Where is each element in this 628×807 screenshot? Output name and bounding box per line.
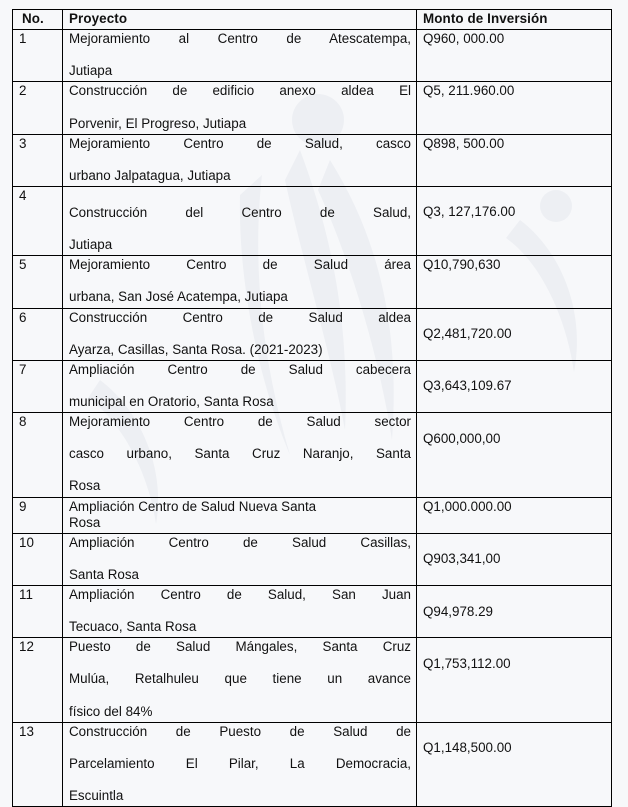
cell-monto: Q94,978.29 bbox=[417, 586, 612, 638]
cell-no: 5 bbox=[13, 256, 63, 308]
proyecto-line: Puesto de Salud Mángales, Santa Cruz bbox=[69, 639, 411, 655]
column-header-proyecto: Proyecto bbox=[63, 10, 417, 30]
table-row bbox=[13, 413, 612, 497]
proyecto-line: Mulúa, Retalhuleu que tiene un avance bbox=[69, 671, 411, 687]
proyecto-line: Ampliación Centro de Salud, San Juan bbox=[69, 587, 411, 602]
proyecto-line: Mejoramiento Centro de Salud sector bbox=[69, 414, 411, 430]
proyecto-line: municipal en Oratorio, Santa Rosa bbox=[69, 393, 274, 409]
cell-proyecto bbox=[63, 186, 417, 255]
cell-no: 2 bbox=[13, 82, 63, 134]
cell-monto: Q3, 127,176.00 bbox=[417, 186, 612, 255]
table-row bbox=[13, 722, 612, 806]
proyecto-line: Construcción de Puesto de Salud de bbox=[69, 723, 411, 739]
proyecto-line: Tecuaco, Santa Rosa bbox=[69, 619, 197, 635]
table-row bbox=[13, 360, 612, 412]
cell-proyecto bbox=[63, 134, 417, 186]
cell-no: 12 bbox=[13, 638, 63, 722]
proyecto-line: Jutiapa bbox=[69, 237, 113, 253]
cell-monto: Q3,643,109.67 bbox=[417, 360, 612, 412]
cell-monto: Q600,000,00 bbox=[417, 413, 612, 497]
cell-no: 9 bbox=[13, 497, 63, 533]
proyecto-line: urbana, San José Acatempa, Jutiapa bbox=[69, 289, 288, 305]
cell-monto: Q5, 211.960.00 bbox=[417, 82, 612, 134]
table-row bbox=[13, 586, 612, 638]
cell-no: 1 bbox=[13, 30, 63, 82]
cell-no: 7 bbox=[13, 360, 63, 412]
proyecto-line: Rosa bbox=[69, 514, 101, 530]
proyecto-line: urbano Jalpatagua, Jutiapa bbox=[69, 167, 231, 183]
cell-monto: Q960, 000.00 bbox=[417, 30, 612, 82]
table-row bbox=[13, 82, 612, 134]
table-row bbox=[13, 134, 612, 186]
table-header bbox=[13, 10, 612, 30]
table-body bbox=[13, 30, 612, 807]
cell-monto: Q1,753,112.00 bbox=[417, 638, 612, 722]
table-row bbox=[13, 186, 612, 255]
cell-proyecto bbox=[63, 30, 417, 82]
table-row bbox=[13, 256, 612, 308]
table-row bbox=[13, 308, 612, 360]
proyecto-line: Ampliación Centro de Salud Nueva Santa bbox=[69, 498, 317, 514]
proyecto-line: Ampliación Centro de Salud cabecera bbox=[69, 361, 411, 377]
proyecto-line: Parcelamiento El Pilar, La Democracia, bbox=[69, 755, 411, 771]
cell-no: 4 bbox=[13, 186, 63, 255]
cell-proyecto bbox=[63, 256, 417, 308]
cell-proyecto bbox=[63, 497, 417, 533]
table-row bbox=[13, 30, 612, 82]
proyecto-line: físico del 84% bbox=[69, 703, 153, 719]
proyecto-line: Construcción del Centro de Salud, bbox=[69, 204, 411, 220]
proyecto-line: Jutiapa bbox=[69, 63, 113, 79]
proyecto-line: Santa Rosa bbox=[69, 566, 139, 582]
cell-monto: Q10,790,630 bbox=[417, 256, 612, 308]
cell-no: 10 bbox=[13, 533, 63, 585]
table-header-row bbox=[13, 10, 612, 30]
proyecto-line: Porvenir, El Progreso, Jutiapa bbox=[69, 115, 247, 131]
table-row bbox=[13, 497, 612, 533]
cell-no: 11 bbox=[13, 586, 63, 638]
proyecto-line: Mejoramiento Centro de Salud área bbox=[69, 257, 411, 273]
cell-proyecto bbox=[63, 308, 417, 360]
cell-monto: Q2,481,720.00 bbox=[417, 308, 612, 360]
cell-proyecto bbox=[63, 533, 417, 585]
proyecto-line: Mejoramiento Centro de Salud, casco bbox=[69, 135, 411, 151]
proyecto-line: Construcción de edificio anexo aldea El bbox=[69, 83, 411, 99]
cell-monto: Q1,000.000.00 bbox=[417, 497, 612, 533]
table-row bbox=[13, 533, 612, 585]
proyecto-line: Ampliación Centro de Salud Casillas, bbox=[69, 534, 411, 550]
column-header-no: No. bbox=[13, 10, 63, 30]
proyecto-line: casco urbano, Santa Cruz Naranjo, Santa bbox=[69, 446, 411, 462]
cell-no: 3 bbox=[13, 134, 63, 186]
proyecto-line: Construcción Centro de Salud aldea bbox=[69, 309, 411, 325]
cell-monto: Q898, 500.00 bbox=[417, 134, 612, 186]
cell-no: 8 bbox=[13, 413, 63, 497]
cell-proyecto bbox=[63, 722, 417, 806]
cell-proyecto bbox=[63, 82, 417, 134]
cell-monto: Q1,148,500.00 bbox=[417, 722, 612, 806]
proyecto-line: Ayarza, Casillas, Santa Rosa. (2021-2023) bbox=[69, 341, 323, 357]
proyecto-line: Mejoramiento al Centro de Atescatempa, bbox=[69, 31, 411, 47]
cell-no: 13 bbox=[13, 722, 63, 806]
proyecto-line: Escuintla bbox=[69, 788, 124, 804]
cell-no: 6 bbox=[13, 308, 63, 360]
tabla-proyectos-inversion bbox=[12, 9, 612, 807]
table-row bbox=[13, 638, 612, 722]
cell-proyecto bbox=[63, 638, 417, 722]
cell-monto: Q903,341,00 bbox=[417, 533, 612, 585]
cell-proyecto bbox=[63, 413, 417, 497]
proyecto-line: Rosa bbox=[69, 478, 101, 494]
column-header-monto: Monto de Inversión bbox=[417, 10, 612, 30]
cell-proyecto bbox=[63, 360, 417, 412]
cell-proyecto bbox=[63, 586, 417, 638]
